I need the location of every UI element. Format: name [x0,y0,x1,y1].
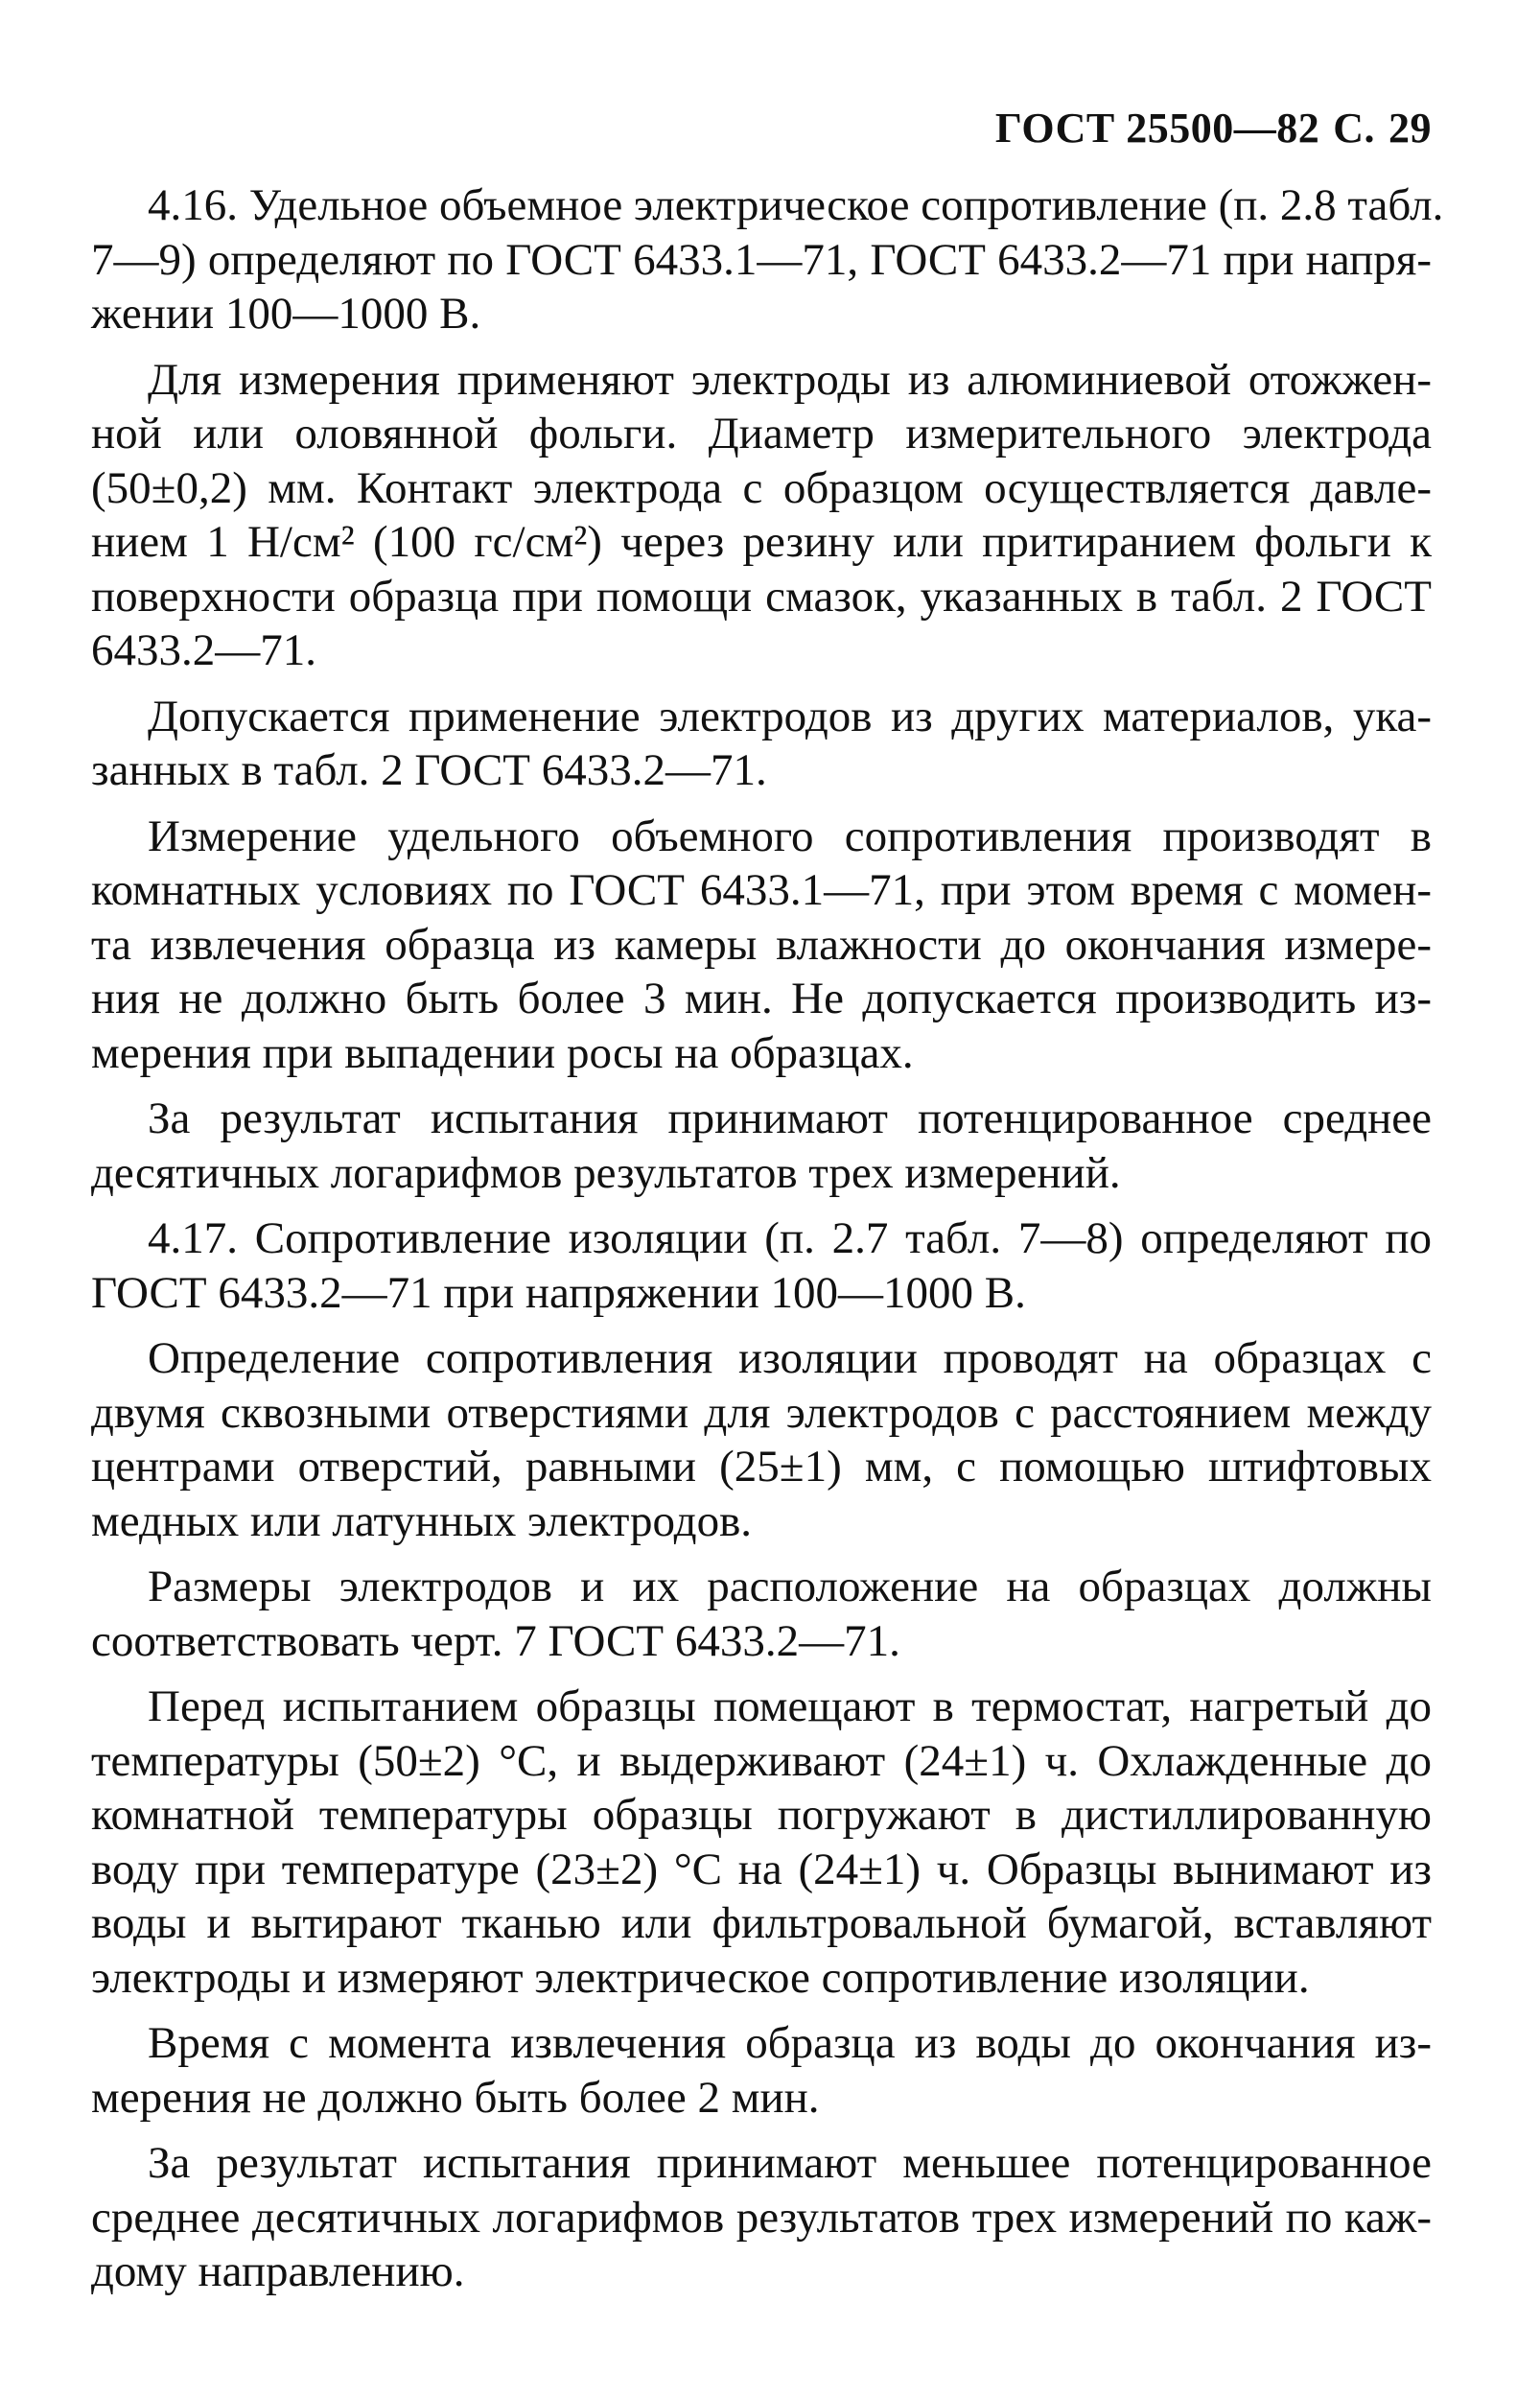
text-line: (50±0,2) мм. Контакт электрода с образцом осуществляется давле- [91,462,1432,513]
paragraph [91,1331,1432,1548]
paragraph [91,1680,1432,2005]
text-line: соответствовать черт. 7 ГОСТ 6433.2—71. [91,1615,900,1666]
page-header [982,104,1432,153]
text-line: воду при температуре (23±2) °С на (24±1) ч. Образцы вынимают из [91,1844,1432,1894]
text-line: поверхности образца при помощи смазок, указанных в табл. 2 ГОСТ [91,571,1432,622]
text-line: ГОСТ 6433.2—71 при напряжении 100—1000 В. [91,1267,1026,1318]
text-line: 7—9) определяют по ГОСТ 6433.1—71, ГОСТ 6433.2—71 при напря- [91,234,1432,285]
text-line: 6433.2—71. [91,625,316,675]
text-line: мерения при выпадении росы на образцах. [91,1027,914,1078]
page-number: 29 [1388,105,1432,152]
paragraph [91,1211,1432,1320]
page-label: С. [1333,105,1375,152]
text-line: За результат испытания принимают меньшее потенцированное [148,2138,1432,2188]
paragraph [91,2016,1432,2125]
text-line: Определение сопротивления изоляции проводят на образцах с [148,1333,1432,1383]
text-line: та извлечения образца из камеры влажности до окончания измере- [91,919,1432,970]
text-line: двумя сквозными отверстиями для электродов с расстоянием между [91,1387,1432,1438]
text-line: медных или латунных электродов. [91,1495,753,1546]
paragraph [91,178,1444,341]
text-line: Перед испытанием образцы помещают в термостат, нагретый до [148,1681,1432,1731]
text-line: десятичных логарифмов результатов трех измерений. [91,1147,1121,1198]
text-line: Измерение удельного объемного сопротивления производят в [148,811,1432,861]
paragraph [91,810,1432,1081]
text-line: нием 1 Н/см² (100 гс/см²) через резину или притиранием фольги к [91,517,1432,567]
text-line: температуры (50±2) °С, и выдерживают (24±1) ч. Охлажденные до [91,1735,1432,1786]
paragraph [91,690,1432,798]
standard-number: ГОСТ 25500—82 [994,105,1320,152]
text-line: ной или оловянной фольги. Диаметр измерительного электрода [91,409,1432,458]
paragraph [91,1092,1432,1200]
text-line: электроды и измеряют электрическое сопротивление изоляции. [91,1952,1310,2003]
text-line: Время с момента извлечения образца из воды до окончания из- [148,2018,1432,2068]
text-line: комнатных условиях по ГОСТ 6433.1—71, при этом время с момен- [91,865,1432,915]
document-body [91,178,1444,2311]
text-line: воды и вытирают тканью или фильтровальной бумагой, вставляют [91,1898,1432,1948]
text-line: Допускается применение электродов из других материалов, ука- [148,691,1432,741]
text-line: жении 100—1000 В. [91,289,481,339]
text-line: дому направлению. [91,2246,465,2296]
paragraph [91,2136,1432,2299]
text-line: Для измерения применяют электроды из алюминиевой отожжен- [148,354,1432,405]
text-line: комнатной температуры образцы погружают в дистиллированную [91,1790,1432,1840]
text-line: За результат испытания принимают потенцированное среднее [148,1093,1432,1143]
text-line: центрами отверстий, равными (25±1) мм, с помощью штифтовых [91,1442,1432,1492]
text-line: 4.16. Удельное объемное электрическое сопротивление (п. 2.8 табл. [148,180,1444,230]
text-line: ния не должно быть более 3 мин. Не допускается производить из- [91,974,1432,1023]
text-line: Размеры электродов и их расположение на образцах должны [148,1562,1432,1611]
text-line: занных в табл. 2 ГОСТ 6433.2—71. [91,745,767,795]
paragraph [91,353,1432,678]
text-line: среднее десятичных логарифмов результатов трех измерений по каж- [91,2192,1432,2243]
text-line: мерения не должно быть более 2 мин. [91,2072,820,2123]
text-line: 4.17. Сопротивление изоляции (п. 2.7 табл. 7—8) определяют по [148,1213,1432,1263]
paragraph [91,1560,1432,1668]
